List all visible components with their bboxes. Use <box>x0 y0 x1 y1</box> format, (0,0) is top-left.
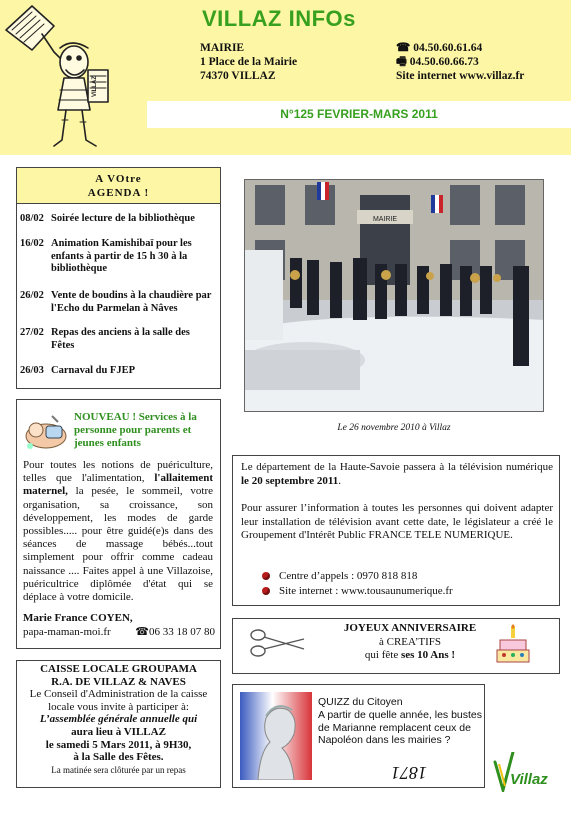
mairie-label: MAIRIE <box>200 42 245 54</box>
bullet-icon <box>262 572 270 580</box>
mairie-sign: MAIRIE <box>372 216 398 223</box>
anniversaire-years <box>310 649 510 663</box>
groupama-title-1: CAISSE LOCALE GROUPAMA <box>40 663 197 675</box>
agenda-date: 16/02 <box>20 238 44 249</box>
agenda-date: 27/02 <box>20 327 44 338</box>
anniversaire-shop: à CREA’TIFS <box>378 635 442 648</box>
band-photo <box>244 179 544 412</box>
agenda-text: Repas des anciens à la salle des Fêtes <box>51 327 190 351</box>
tv-paragraph-1 <box>241 461 553 488</box>
tv-p1-date: le 20 septembre 2011 <box>241 474 339 487</box>
agenda-text: Soirée lecture de la bibliothèque <box>51 213 195 224</box>
newspaper-mascot-illustration <box>2 0 112 150</box>
svg-text:VILLAZ: VILLAZ <box>92 76 98 97</box>
groupama-title-2: R.A. DE VILLAZ & NAVES <box>51 675 186 688</box>
mairie-contact <box>396 41 524 83</box>
groupama-event-1: L’assemblée générale annuelle qui <box>39 713 198 726</box>
mairie-address <box>200 41 297 83</box>
nouveau-body-bold: l'allaitement maternel, <box>23 472 213 498</box>
tv-callcenter-text: Centre d’appels : 0970 818 818 <box>279 570 418 582</box>
mairie-city: 74370 VILLAZ <box>200 70 276 82</box>
groupama-text <box>18 663 219 776</box>
scissors-icon <box>248 625 306 661</box>
agenda-item <box>20 327 215 352</box>
nouveau-email[interactable]: papa-maman-moi.fr <box>23 625 111 638</box>
agenda-date: 26/03 <box>20 365 44 376</box>
website-link[interactable]: Site internet www.villaz.fr <box>396 70 525 82</box>
anniversaire-text <box>310 622 510 663</box>
anniversaire-years-a: qui fête <box>364 649 401 661</box>
agenda-item <box>20 238 215 276</box>
tv-website-text[interactable]: Site internet : www.tousaunumerique.fr <box>279 585 453 597</box>
tv-bullet-website <box>262 585 453 597</box>
nouveau-signature: Marie France COYEN, <box>23 612 133 624</box>
tv-p1-b: . <box>338 474 342 487</box>
nouveau-body-1: Pour toutes les notions de puériculture, telles que l'alimentation, <box>23 459 213 485</box>
nouveau-phone: ☎06 33 18 07 80 <box>135 625 215 638</box>
quizz-question: A partir de quelle année, les bustes de Marianne remplacent ceux de Napoléon dans les mairies ? <box>318 708 483 747</box>
fax-number: 🖷 04.50.60.66.73 <box>396 56 479 68</box>
groupama-note: La matinée sera clôturée par un repas <box>51 764 186 775</box>
nouveau-body-2: la pesée, le sommeil, votre organisation, sa croissance, son développement, les modes de garde possibles..... pour être guidé(e)s dans des séances de massage bébés...tout simplement pour offrir comme cadeau naissance .... Faites appel à une Villazoise, puéricultrice diplômée d'état qui se déplace à votre domicile. <box>23 485 213 604</box>
tv-paragraph-2: Pour assurer l’information à toutes les personnes qui doivent adapter leur installation de télévision avant cette date, le législateur a créé le Groupement d'Intérêt Public FRANCE TELE NUMERIQUE. <box>241 502 553 541</box>
quizz-answer: 1871 <box>391 763 427 783</box>
newsletter-brand-title: VILLAZ INFOs <box>202 6 356 31</box>
tv-bullet-callcenter <box>262 570 417 582</box>
agenda-text: Vente de boudins à la chaudière par l'Echo du Parmelan à Nâves <box>51 290 212 314</box>
quizz-title: QUIZZ du Citoyen <box>318 696 403 708</box>
nouveau-title: NOUVEAU ! Services à la personne pour parents et jeunes enfants <box>74 411 197 449</box>
anniversaire-years-bold: ses 10 Ans ! <box>400 649 456 661</box>
agenda-text: Carnaval du FJEP <box>51 365 136 376</box>
agenda-date: 08/02 <box>20 213 44 224</box>
quizz-text <box>318 696 483 747</box>
band-in-snow-illustration <box>245 180 544 412</box>
villaz-logo-text: Villaz <box>510 771 548 788</box>
agenda-item <box>20 365 215 378</box>
photo-caption: Le 26 novembre 2010 à Villaz <box>337 423 451 433</box>
anniversaire-title: JOYEUX ANNIVERSAIRE <box>343 622 477 634</box>
agenda-heading <box>17 168 220 204</box>
groupama-event-3: le samedi 5 Mars 2011, à 9H30, <box>45 738 192 751</box>
mairie-street: 1 Place de la Mairie <box>200 56 298 68</box>
agenda-text: Animation Kamishibaï pour les enfants à partir de 15 h 30 à la bibliothèque <box>51 238 192 274</box>
tv-p1-a: Le département de la Haute-Savoie passera à la télévision numérique <box>241 461 553 473</box>
agenda-item <box>20 290 215 315</box>
groupama-event-4: à la Salle des Fêtes. <box>73 751 164 764</box>
groupama-intro: Le Conseil d'Administration de la caisse locale vous invite à participer à: <box>29 688 208 713</box>
nouveau-contact <box>23 612 215 639</box>
issue-number: N°125 FEVRIER-MARS 2011 <box>280 107 438 121</box>
baby-care-icon <box>22 412 70 452</box>
agenda-item <box>20 213 215 226</box>
agenda-title-line1: A VOtre <box>95 173 142 185</box>
phone-number: ☎ 04.50.60.61.64 <box>396 42 483 54</box>
quizz-answer-upside-down <box>391 762 427 783</box>
groupama-event-2: aura lieu à VILLAZ <box>71 725 166 738</box>
marianne-portrait-illustration <box>240 692 312 780</box>
nouveau-body <box>23 459 213 604</box>
bullet-icon <box>262 587 270 595</box>
agenda-date: 26/02 <box>20 290 44 301</box>
agenda-title-line2: AGENDA ! <box>87 187 150 199</box>
birthday-cake-icon <box>496 624 530 666</box>
